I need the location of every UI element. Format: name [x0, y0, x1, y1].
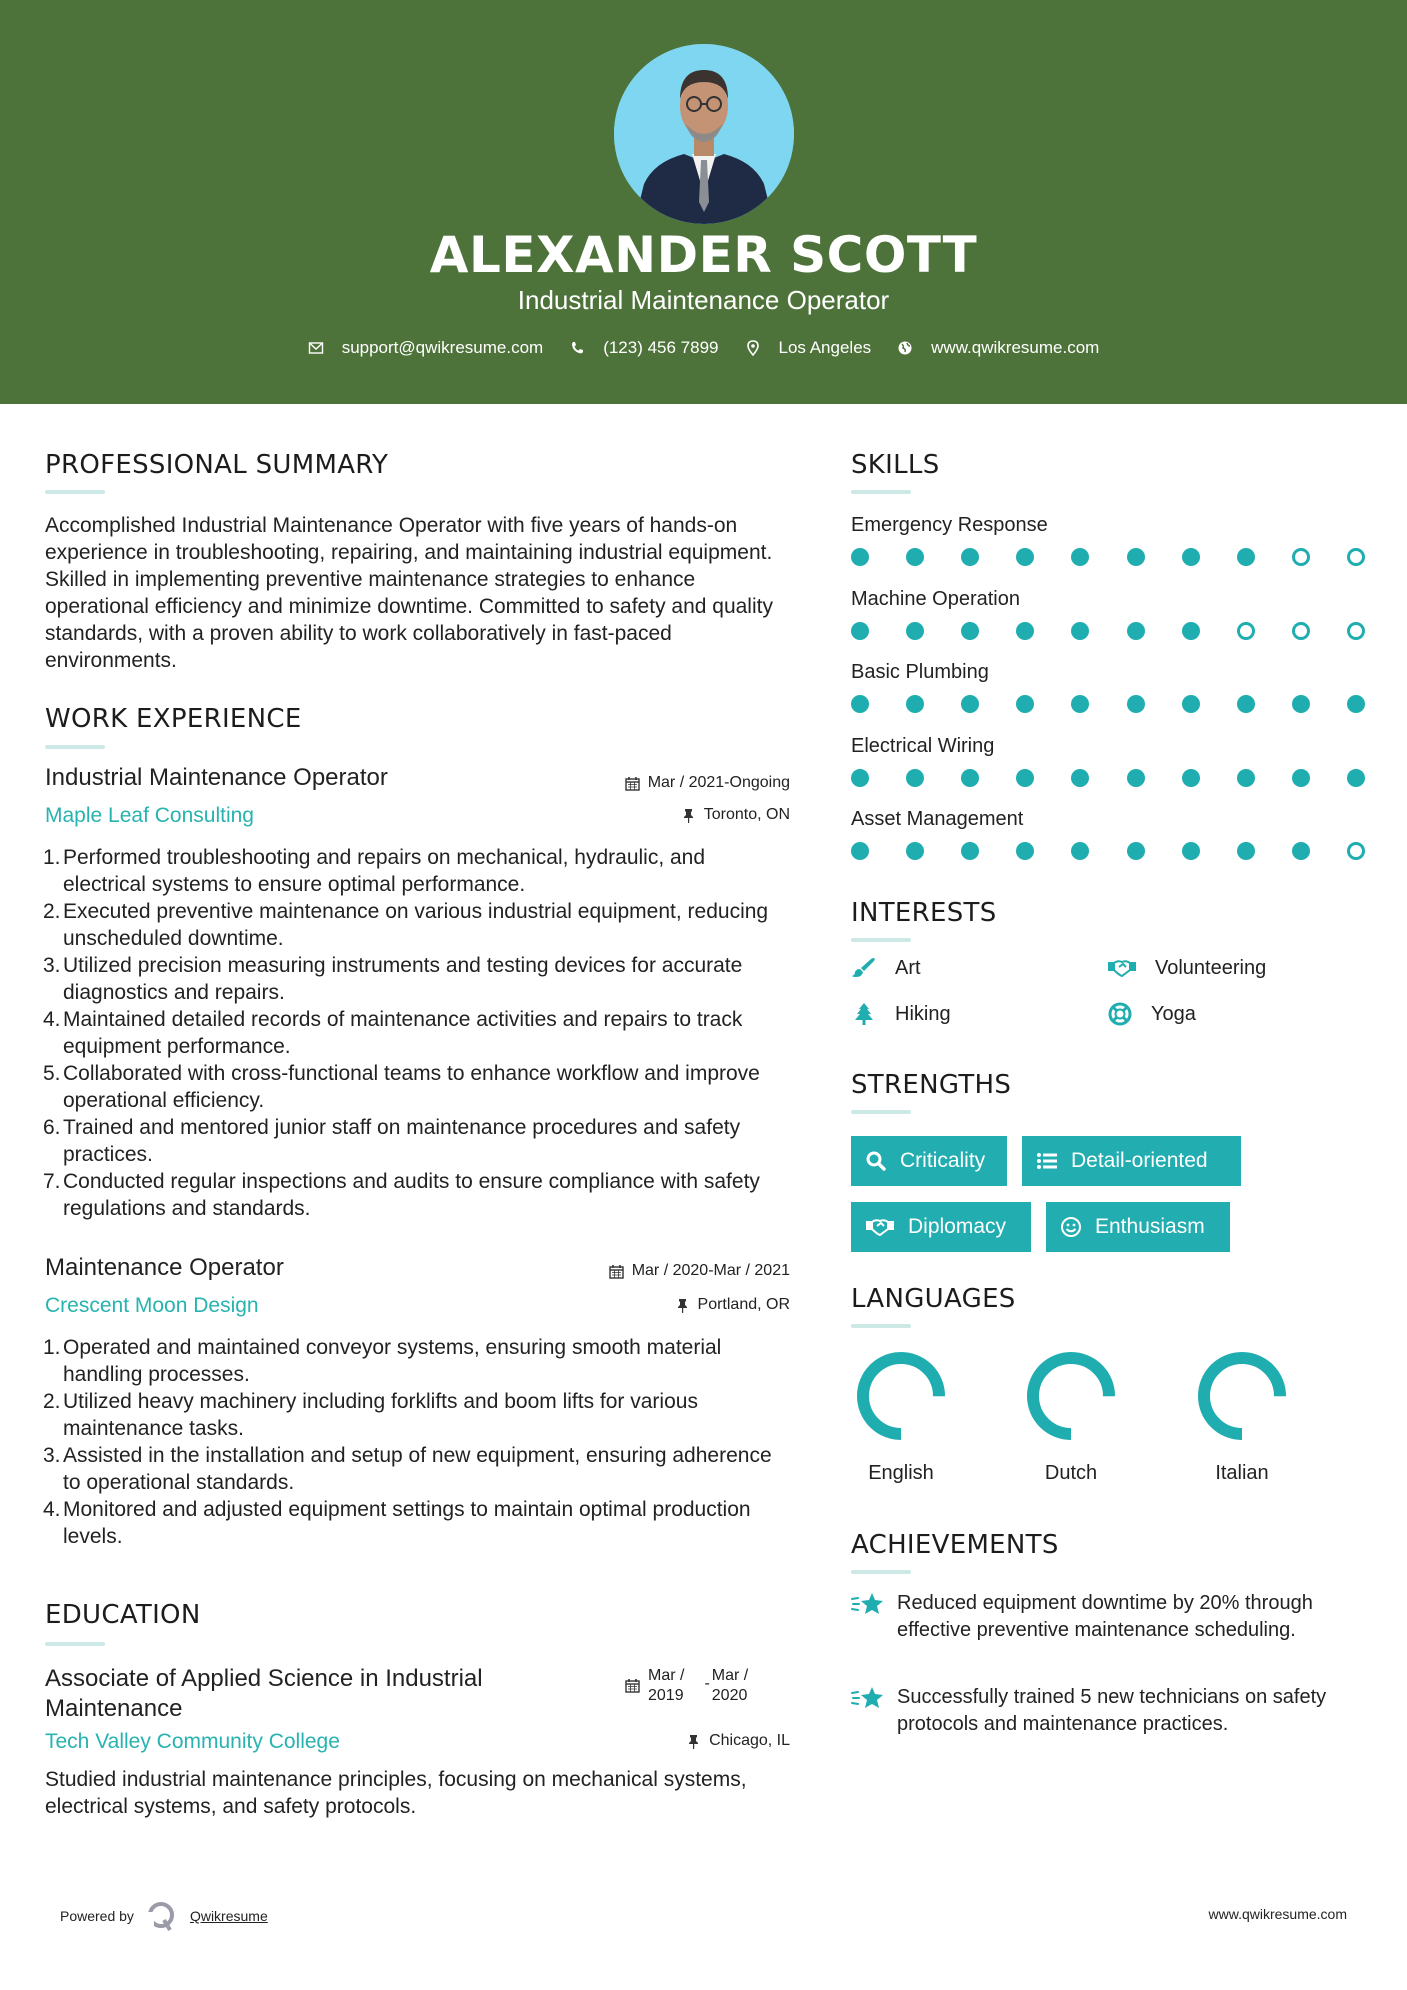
section-underline — [45, 490, 105, 494]
rating-dot-filled — [906, 548, 924, 566]
skill-name: Asset Management — [851, 808, 1024, 830]
rating-dot-empty — [1347, 622, 1365, 640]
rating-dot-filled — [851, 622, 869, 640]
list-item: 3. Assisted in the installation and setup of new equipment, ensuring adherence to operational standards. — [43, 1444, 772, 1494]
skills-heading: SKILLS — [851, 450, 940, 480]
education-heading: EDUCATION — [45, 1600, 201, 1630]
rating-dot-filled — [851, 548, 869, 566]
list-item: 1. Performed troubleshooting and repairs on mechanical, hydraulic, and electrical systems to ensure optimal performance. — [43, 846, 706, 896]
language-item — [851, 1350, 951, 1485]
resume-header — [0, 0, 1407, 404]
rating-dot-filled — [1127, 695, 1145, 713]
location-text: Los Angeles — [778, 338, 872, 357]
profile-photo — [614, 44, 794, 224]
list-item: 7. Conducted regular inspections and audits to ensure compliance with safety regulations and standards. — [43, 1170, 760, 1220]
section-underline — [851, 1324, 911, 1328]
pushpin-icon — [675, 1298, 690, 1313]
skill-rating — [851, 622, 1371, 642]
rating-dot-filled — [906, 769, 924, 787]
rating-dot-filled — [1016, 769, 1034, 787]
rating-dot-filled — [961, 548, 979, 566]
rating-dot-filled — [906, 842, 924, 860]
job-bullets — [45, 844, 790, 1222]
rating-dot-filled — [1292, 769, 1310, 787]
list-item: 2. Executed preventive maintenance on various industrial equipment, reducing unscheduled downtime. — [43, 900, 769, 950]
map-marker-icon — [745, 340, 761, 356]
skill-name: Emergency Response — [851, 514, 1048, 536]
rating-dot-filled — [1016, 548, 1034, 566]
rating-dot-filled — [851, 842, 869, 860]
rating-dot-filled — [1016, 622, 1034, 640]
job-dates — [625, 774, 790, 792]
job-location — [675, 1296, 790, 1314]
contact-bar — [0, 338, 1407, 358]
section-underline — [851, 490, 911, 494]
phone-icon — [569, 340, 585, 356]
list-icon — [1035, 1150, 1059, 1172]
rating-dot-filled — [1237, 695, 1255, 713]
contact-phone[interactable] — [569, 338, 718, 358]
education-description: Studied industrial maintenance principles, focusing on mechanical systems, electrical systems, and safety protocols. — [45, 1768, 747, 1818]
globe-icon — [897, 340, 913, 356]
rating-dot-filled — [1127, 842, 1145, 860]
rating-dot-empty — [1292, 622, 1310, 640]
job-bullets — [45, 1334, 790, 1550]
calendar-icon — [609, 1264, 624, 1279]
summary-text: Accomplished Industrial Maintenance Operator with five years of hands-on experience in troubleshooting, repairing, and maintaining industrial equipment. Skilled in implementing preventive maintenance strategies to enhance operational efficiency and minimize downtime. Committed to safety and quality standards, with a proven ability to work collaboratively in fast-paced environments. — [45, 514, 773, 672]
rating-dot-filled — [1292, 842, 1310, 860]
rating-dot-filled — [1071, 548, 1089, 566]
rating-dot-filled — [1182, 622, 1200, 640]
interest-item: Art — [851, 956, 921, 980]
job-location-text: Portland, OR — [697, 1296, 790, 1313]
list-item: 6. Trained and mentored junior staff on maintenance procedures and safety practices. — [43, 1116, 741, 1166]
person-portrait-icon — [614, 44, 794, 224]
contact-email[interactable] — [308, 338, 544, 358]
paintbrush-icon — [851, 956, 877, 980]
language-item — [1192, 1350, 1292, 1485]
skill-rating — [851, 548, 1371, 568]
interest-item: Yoga — [1107, 1002, 1196, 1026]
rating-dot-empty — [1237, 622, 1255, 640]
handshake-icon — [864, 1216, 896, 1238]
rating-dot-filled — [961, 842, 979, 860]
search-icon — [864, 1150, 888, 1172]
rating-dot-empty — [1347, 548, 1365, 566]
footer-website[interactable]: www.qwikresume.com — [1208, 1906, 1347, 1922]
job-location-text: Toronto, ON — [703, 806, 790, 823]
smile-icon — [1059, 1216, 1083, 1238]
rating-dot-filled — [1016, 695, 1034, 713]
job-dates — [609, 1262, 790, 1280]
language-label: Italian — [1215, 1462, 1269, 1484]
contact-location — [745, 338, 872, 358]
education-dates: Mar / 2019 - Mar / 2020 — [625, 1666, 748, 1706]
summary-heading: PROFESSIONAL SUMMARY — [45, 450, 389, 480]
candidate-name: ALEXANDER SCOTT — [429, 226, 978, 284]
company-name: Maple Leaf Consulting — [45, 804, 254, 827]
rating-dot-filled — [961, 769, 979, 787]
rating-dot-filled — [1347, 695, 1365, 713]
language-item — [1021, 1350, 1121, 1485]
job-title: Maintenance Operator — [45, 1254, 284, 1281]
star-icon — [851, 1590, 885, 1620]
list-item: 5. Collaborated with cross-functional teams to enhance workflow and improve operational efficiency. — [43, 1062, 760, 1112]
envelope-icon — [308, 340, 324, 356]
rating-dot-filled — [906, 622, 924, 640]
calendar-icon — [625, 776, 640, 791]
company-name: Crescent Moon Design — [45, 1294, 259, 1317]
section-underline — [45, 1642, 105, 1646]
experience-heading: WORK EXPERIENCE — [45, 704, 302, 734]
rating-dot-filled — [1182, 695, 1200, 713]
life-ring-icon — [1107, 1002, 1133, 1026]
list-item: 2. Utilized heavy machinery including forklifts and boom lifts for various maintenance tasks. — [43, 1390, 698, 1440]
rating-dot-filled — [851, 695, 869, 713]
education-location — [686, 1732, 790, 1750]
rating-dot-filled — [1127, 622, 1145, 640]
email-text: support@qwikresume.com — [341, 338, 544, 357]
rating-dot-filled — [961, 695, 979, 713]
interest-item: Volunteering — [1107, 956, 1266, 980]
job-location — [681, 806, 790, 824]
skill-rating — [851, 695, 1371, 715]
rating-dot-empty — [1347, 842, 1365, 860]
achievement-item: Reduced equipment downtime by 20% through effective preventive maintenance scheduling. — [851, 1590, 1371, 1644]
tree-icon — [851, 1002, 877, 1026]
rating-dot-filled — [1071, 695, 1089, 713]
languages-heading: LANGUAGES — [851, 1284, 1016, 1314]
strength-tag: Detail-oriented — [1022, 1136, 1241, 1186]
strength-tag: Diplomacy — [851, 1202, 1031, 1252]
rating-dot-filled — [906, 695, 924, 713]
phone-text: (123) 456 7899 — [603, 338, 719, 357]
skill-rating — [851, 769, 1371, 789]
rating-dot-filled — [1182, 548, 1200, 566]
calendar-icon — [625, 1678, 640, 1693]
job-dates-text: Mar / 2021-Ongoing — [647, 774, 790, 791]
candidate-title: Industrial Maintenance Operator — [517, 285, 890, 315]
rating-dot-filled — [1071, 622, 1089, 640]
qwikresume-logo-icon — [146, 1900, 178, 1932]
rating-dot-filled — [1182, 842, 1200, 860]
strength-tag: Enthusiasm — [1046, 1202, 1230, 1252]
language-label: Dutch — [1044, 1462, 1098, 1484]
section-underline — [851, 938, 911, 942]
list-item: 4. Maintained detailed records of maintenance activities and repairs to track equipment performance. — [43, 1008, 743, 1058]
progress-ring-icon — [1025, 1350, 1117, 1442]
section-underline — [851, 1570, 911, 1574]
rating-dot-filled — [851, 769, 869, 787]
rating-dot-filled — [1347, 769, 1365, 787]
job-dates-text: Mar / 2020-Mar / 2021 — [631, 1262, 790, 1279]
progress-ring-icon — [1196, 1350, 1288, 1442]
skill-name: Machine Operation — [851, 587, 1020, 610]
school-name: Tech Valley Community College — [45, 1730, 340, 1753]
rating-dot-filled — [1127, 548, 1145, 566]
rating-dot-empty — [1292, 548, 1310, 566]
rating-dot-filled — [1237, 548, 1255, 566]
job-title: Industrial Maintenance Operator — [45, 764, 388, 791]
rating-dot-filled — [961, 622, 979, 640]
footer-powered-by: Powered by Qwikresume — [60, 1900, 268, 1932]
handshake-icon — [1107, 956, 1137, 980]
skill-rating — [851, 842, 1371, 862]
list-item: 4. Monitored and adjusted equipment settings to maintain optimal production levels. — [43, 1498, 751, 1548]
language-label: English — [868, 1462, 934, 1484]
pushpin-icon — [686, 1734, 701, 1749]
achievements-heading: ACHIEVEMENTS — [851, 1530, 1059, 1560]
rating-dot-filled — [1071, 769, 1089, 787]
list-item: 3. Utilized precision measuring instruments and testing devices for accurate diagnostics and repairs. — [43, 954, 743, 1004]
qwikresume-link[interactable]: Qwikresume — [189, 1908, 268, 1924]
contact-website[interactable] — [897, 338, 1099, 358]
star-icon — [851, 1684, 885, 1714]
interests-heading: INTERESTS — [851, 898, 997, 928]
skill-name: Electrical Wiring — [851, 734, 995, 757]
progress-ring-icon — [855, 1350, 947, 1442]
strength-tag: Criticality — [851, 1136, 1007, 1186]
rating-dot-filled — [1237, 769, 1255, 787]
rating-dot-filled — [1127, 769, 1145, 787]
skill-name: Basic Plumbing — [851, 661, 989, 683]
list-item: 1. Operated and maintained conveyor systems, ensuring smooth material handling processes. — [43, 1336, 722, 1386]
strengths-heading: STRENGTHS — [851, 1070, 1012, 1100]
achievement-item: Successfully trained 5 new technicians on safety protocols and maintenance practices. — [851, 1684, 1371, 1738]
rating-dot-filled — [1182, 769, 1200, 787]
rating-dot-filled — [1237, 842, 1255, 860]
interest-item: Hiking — [851, 1002, 951, 1026]
rating-dot-filled — [1292, 695, 1310, 713]
rating-dot-filled — [1071, 842, 1089, 860]
education-location-text: Chicago, IL — [709, 1732, 790, 1749]
website-text: www.qwikresume.com — [931, 338, 1100, 357]
degree-title: Associate of Applied Science in Industrial Maintenance — [45, 1665, 483, 1722]
section-underline — [851, 1110, 911, 1114]
rating-dot-filled — [1016, 842, 1034, 860]
section-underline — [45, 745, 105, 749]
pushpin-icon — [681, 808, 696, 823]
